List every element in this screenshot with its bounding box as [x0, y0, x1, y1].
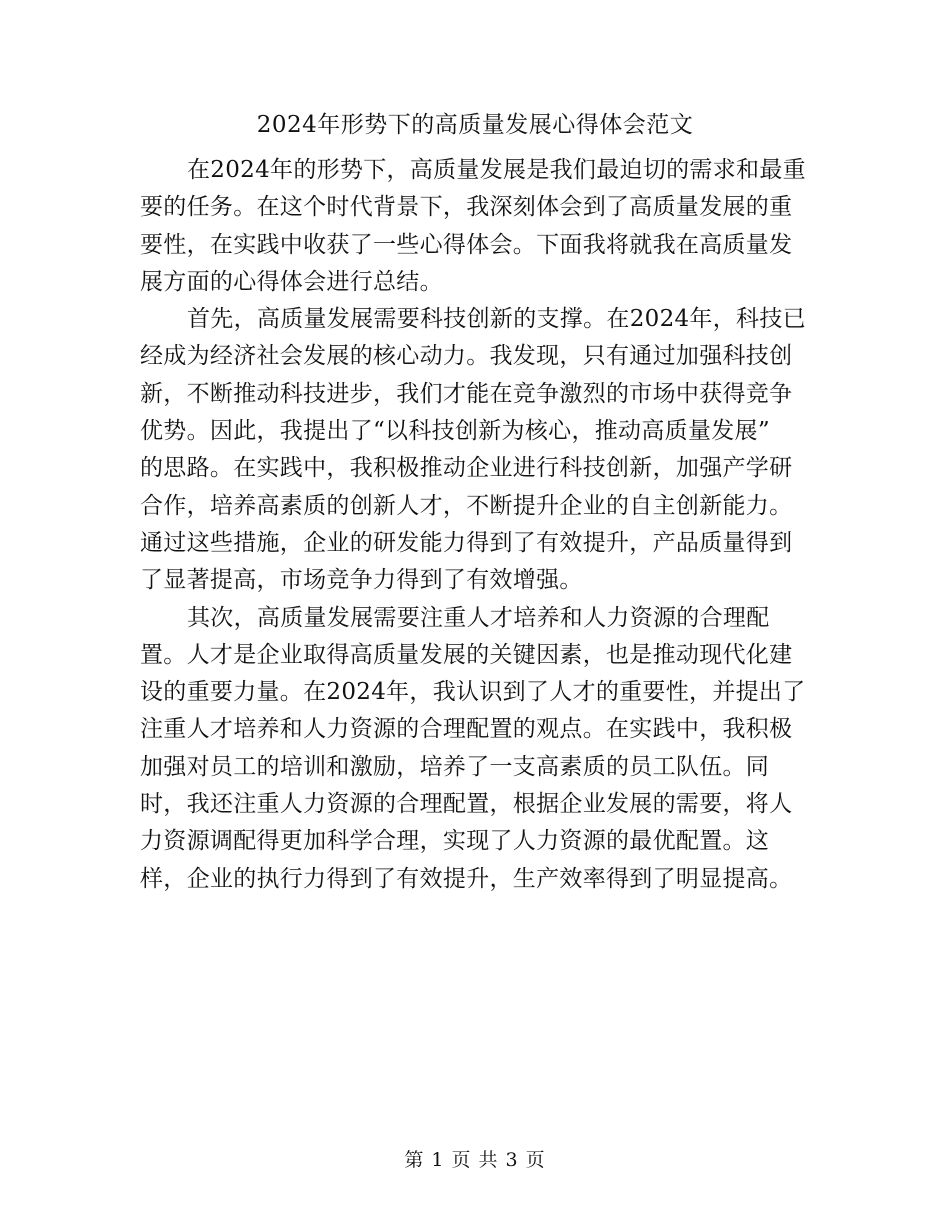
text-line: 注重人才培养和人力资源的合理配置的观点。在实践中，我积极: [140, 716, 793, 743]
text-line: 通过这些措施，企业的研发能力得到了有效提升，产品质量得到: [140, 529, 793, 556]
text-line: 首先，高质量发展需要科技创新的支撑。在2024年，科技已: [187, 306, 806, 333]
text-line: 设的重要力量。在2024年，我认识到了人才的重要性，并提出了: [140, 679, 806, 706]
text-line: 优势。因此，我提出了“以科技创新为核心，推动高质量发展”: [140, 418, 770, 445]
document-body: [140, 152, 804, 898]
text-line: 了显著提高，市场竞争力得到了有效增强。: [140, 567, 583, 594]
text-line: 要性，在实践中收获了一些心得体会。下面我将就我在高质量发: [140, 231, 793, 258]
text-line: 力资源调配得更加科学合理，实现了人力资源的最优配置。这: [140, 828, 770, 855]
text-line: 要的任务。在这个时代背景下，我深刻体会到了高质量发展的重: [140, 194, 793, 221]
text-line: 的思路。在实践中，我积极推动企业进行科技创新，加强产学研: [140, 455, 793, 482]
text-line: 加强对员工的培训和激励，培养了一支高素质的员工队伍。同: [140, 753, 770, 780]
text-line: 样，企业的执行力得到了有效提升，生产效率得到了明显提高。: [140, 865, 793, 892]
document-title: 2024年形势下的高质量发展心得体会范文: [256, 112, 694, 138]
text-line: 合作，培养高素质的创新人才，不断提升企业的自主创新能力。: [140, 492, 793, 519]
text-line: 经成为经济社会发展的核心动力。我发现，只有通过加强科技创: [140, 343, 793, 370]
text-line: 展方面的心得体会进行总结。: [140, 268, 443, 295]
text-line: 其次，高质量发展需要注重人才培养和人力资源的合理配: [187, 604, 770, 631]
text-line: 置。人才是企业取得高质量发展的关键因素，也是推动现代化建: [140, 641, 793, 668]
page-footer: 第 1 页 共 3 页: [404, 1149, 546, 1171]
text-line: 新，不断推动科技进步，我们才能在竞争激烈的市场中获得竞争: [140, 380, 793, 407]
text-line: 在2024年的形势下，高质量发展是我们最迫切的需求和最重: [187, 157, 806, 183]
text-line: 时，我还注重人力资源的合理配置，根据企业发展的需要，将人: [140, 791, 793, 818]
